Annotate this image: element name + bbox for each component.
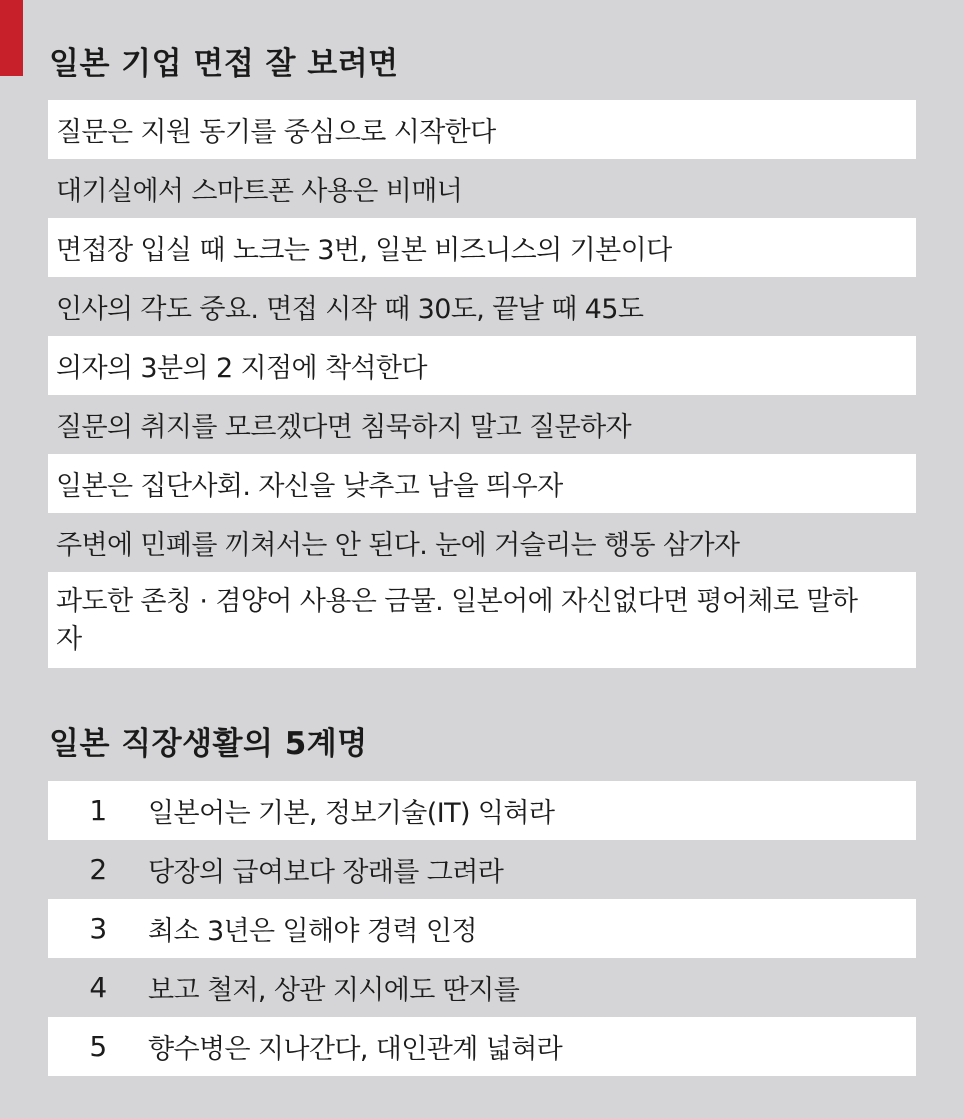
commandment-row [48,840,916,899]
interview-tips-list [48,100,916,668]
commandment-row [48,781,916,840]
commandments-list [48,781,916,1076]
commandments-title: 일본 직장생활의 5계명 [49,726,368,762]
commandment-number: 2 [89,853,107,886]
tip-row: 일본은 집단사회. 자신을 낮추고 남을 띄우자 [48,454,916,513]
commandment-number: 1 [89,794,107,827]
tip-row: 인사의 각도 중요. 면접 시작 때 30도, 끝날 때 45도 [56,294,644,325]
tip-row: 주변에 민폐를 끼쳐서는 안 된다. 눈에 거슬리는 행동 삼가자 [56,530,740,561]
tip-row: 과도한 존칭 · 겸양어 사용은 금물. 일본어에 자신없다면 평어체로 말하자 [48,572,916,668]
tip-row: 질문의 취지를 모르겠다면 침묵하지 말고 질문하자 [56,412,632,443]
commandment-number: 5 [89,1030,107,1063]
commandment-text: 최소 3년은 일해야 경력 인정 [148,916,477,947]
commandment-row [48,899,916,958]
tip-row: 대기실에서 스마트폰 사용은 비매너 [56,176,463,207]
commandment-text: 향수병은 지나간다, 대인관계 넓혀라 [148,1034,563,1065]
commandment-number: 3 [89,912,107,945]
commandment-row [48,1017,916,1076]
commandment-text: 당장의 급여보다 장래를 그려라 [148,857,504,888]
commandment-text: 보고 철저, 상관 지시에도 딴지를 [148,975,520,1006]
tip-row: 면접장 입실 때 노크는 3번, 일본 비즈니스의 기본이다 [48,218,916,277]
commandment-row [48,958,916,1017]
commandment-number: 4 [89,971,107,1004]
tip-row: 질문은 지원 동기를 중심으로 시작한다 [48,100,916,159]
accent-bar [0,0,23,76]
tip-row: 의자의 3분의 2 지점에 착석한다 [48,336,916,395]
commandment-text: 일본어는 기본, 정보기술(IT) 익혀라 [148,798,555,829]
interview-tips-title: 일본 기업 면접 잘 보려면 [49,46,399,82]
